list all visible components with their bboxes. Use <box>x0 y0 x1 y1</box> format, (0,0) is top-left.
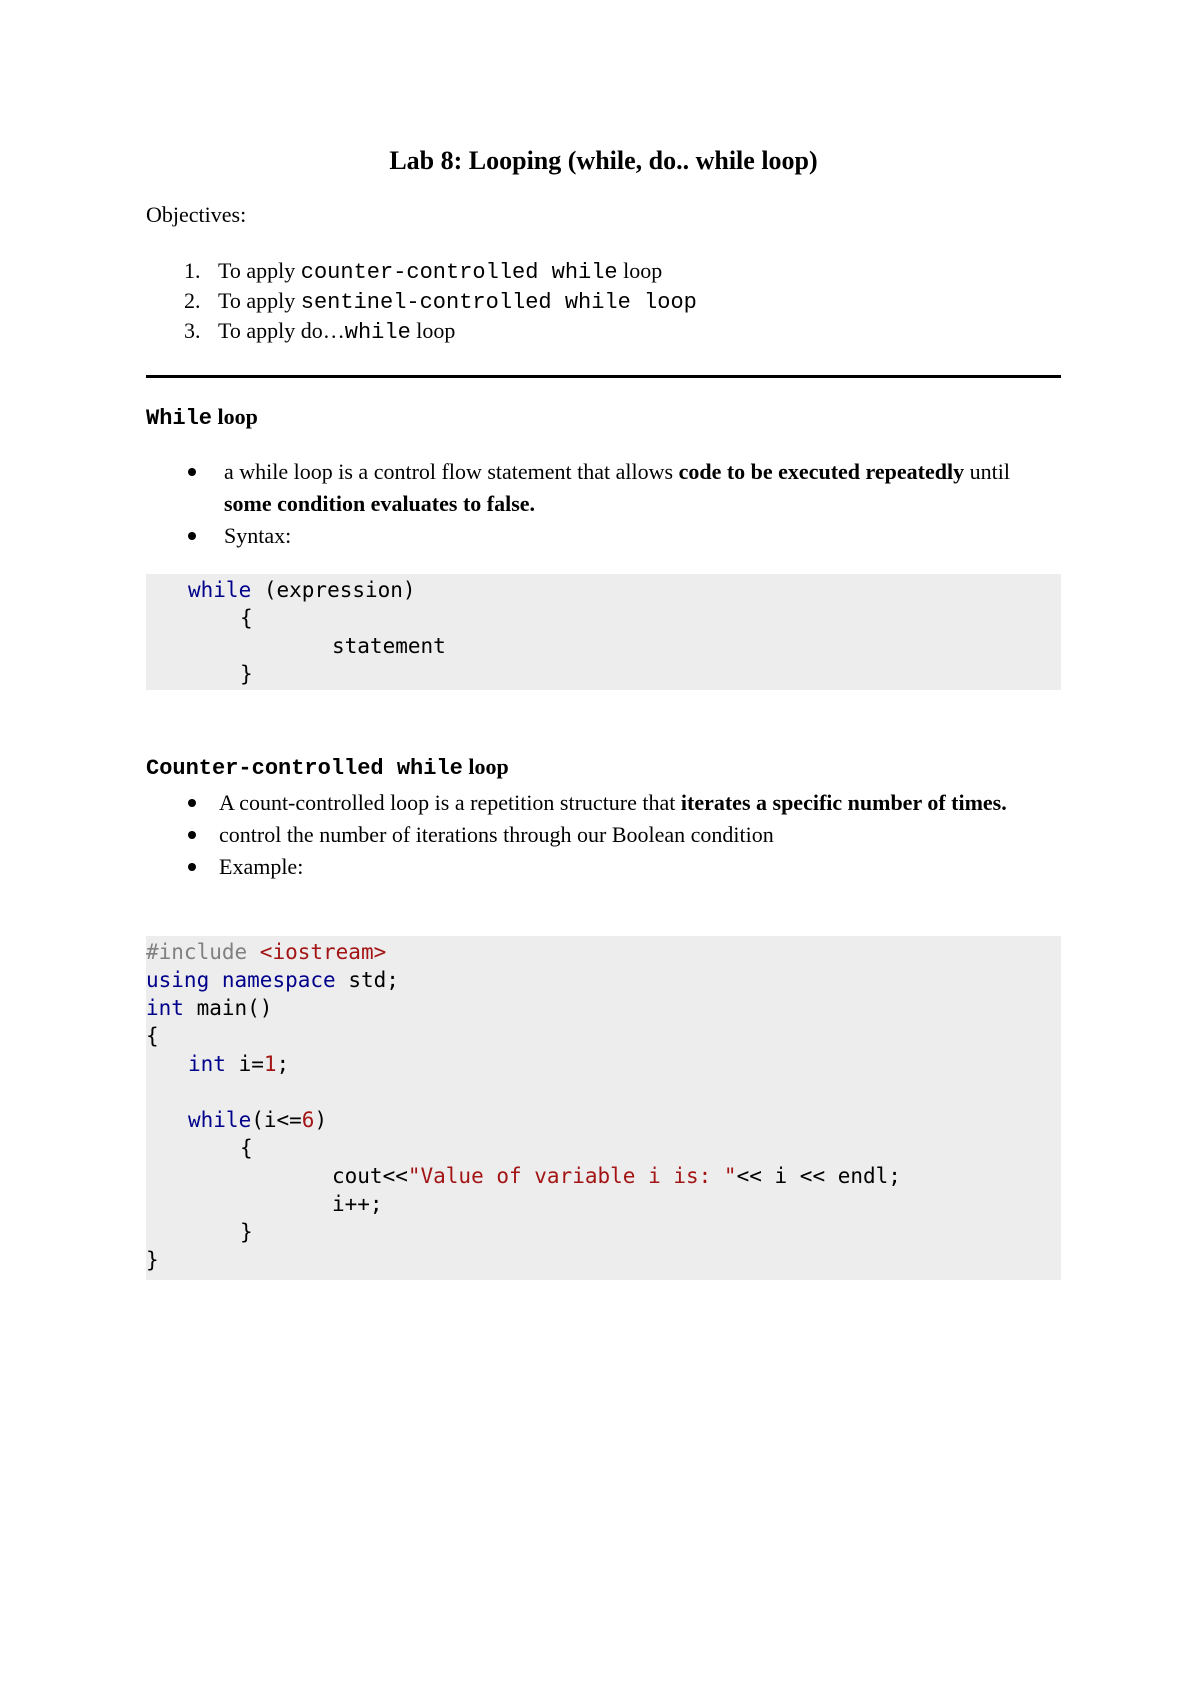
heading-text: loop <box>212 404 258 429</box>
objective-text: To apply do… <box>218 318 345 343</box>
code-keyword: int <box>146 996 184 1020</box>
counter-bullet-list <box>146 787 1046 883</box>
bullet-icon <box>188 532 196 540</box>
while-bullet-list <box>146 456 1046 552</box>
code-line: } <box>240 662 253 686</box>
code-text: ) <box>314 1108 328 1132</box>
bullet-icon <box>188 468 196 476</box>
code-text: i= <box>225 1052 264 1076</box>
code-keyword: while <box>188 1108 252 1132</box>
horizontal-divider <box>146 375 1061 378</box>
code-line <box>332 1162 901 1190</box>
heading-text: loop <box>462 754 509 779</box>
code-string: "Value of variable i is: " <box>407 1164 737 1188</box>
list-item <box>146 819 1046 851</box>
objective-text: To apply <box>218 258 301 283</box>
bullet-icon <box>188 863 196 871</box>
code-text: (expression) <box>251 578 416 602</box>
bullet-text: Example: <box>219 854 304 879</box>
code-line <box>188 1050 289 1078</box>
objective-text: loop <box>410 318 456 343</box>
code-line: { <box>146 1024 159 1048</box>
list-item <box>146 456 1046 520</box>
list-number: 2. <box>184 288 201 313</box>
code-keyword: while <box>188 578 252 602</box>
code-line <box>188 576 416 604</box>
heading-code: While <box>146 406 213 431</box>
objective-code: while <box>344 320 411 345</box>
list-item <box>146 851 1046 883</box>
code-line <box>146 994 272 1022</box>
code-number: 1 <box>263 1052 277 1076</box>
code-line <box>146 966 399 994</box>
code-text: ; <box>276 1052 290 1076</box>
objectives-list <box>146 256 697 346</box>
objective-text: loop <box>617 258 663 283</box>
code-text: std; <box>335 968 399 992</box>
bullet-text: a while loop is a control flow statement that allows <box>224 459 679 484</box>
code-text: cout<< <box>332 1164 408 1188</box>
syntax-code-block <box>146 574 1061 690</box>
objectives-label: Objectives: <box>146 202 247 227</box>
bullet-text: control the number of iterations through our Boolean condition <box>219 822 774 847</box>
objective-text: To apply <box>218 288 301 313</box>
code-string: <iostream> <box>259 940 387 964</box>
list-number: 1. <box>184 258 201 283</box>
list-item <box>146 787 1046 819</box>
code-line: { <box>240 1136 253 1160</box>
code-line: statement <box>332 634 446 658</box>
code-keyword: using <box>146 968 210 992</box>
code-text: main() <box>183 996 273 1020</box>
bullet-icon <box>188 831 196 839</box>
objective-item <box>146 256 697 286</box>
code-keyword: namespace <box>221 968 336 992</box>
objective-code: counter-controlled while <box>300 260 618 285</box>
heading-code: Counter-controlled while <box>146 756 463 781</box>
code-preprocessor: #include <box>146 940 260 964</box>
code-line <box>188 1106 327 1134</box>
code-keyword: int <box>188 1052 226 1076</box>
objective-code: sentinel-controlled while loop <box>300 290 697 315</box>
counter-controlled-heading <box>146 754 509 781</box>
page-title: Lab 8: Looping (while, do.. while loop) <box>389 146 818 175</box>
bullet-bold-text: iterates a specific number of times. <box>680 790 1007 815</box>
code-text: << i << endl; <box>736 1164 901 1188</box>
code-line: } <box>240 1220 253 1244</box>
code-line <box>146 938 386 966</box>
bullet-text: Syntax: <box>224 523 292 548</box>
bullet-icon <box>188 799 196 807</box>
code-line: } <box>146 1248 159 1272</box>
code-text: (i<= <box>251 1108 302 1132</box>
objective-item <box>146 286 697 316</box>
example-code-block <box>146 936 1061 1280</box>
list-number: 3. <box>184 318 201 343</box>
code-number: 6 <box>301 1108 315 1132</box>
bullet-bold-text: code to be executed repeatedly <box>678 459 965 484</box>
objective-item <box>146 316 697 346</box>
list-item <box>146 520 1046 552</box>
code-line: i++; <box>332 1192 383 1216</box>
bullet-text: A count-controlled loop is a repetition structure that <box>219 790 681 815</box>
bullet-bold-text: some condition evaluates to false. <box>224 491 536 516</box>
code-line: { <box>240 606 253 630</box>
bullet-text: until <box>964 459 1010 484</box>
while-loop-heading <box>146 404 258 431</box>
